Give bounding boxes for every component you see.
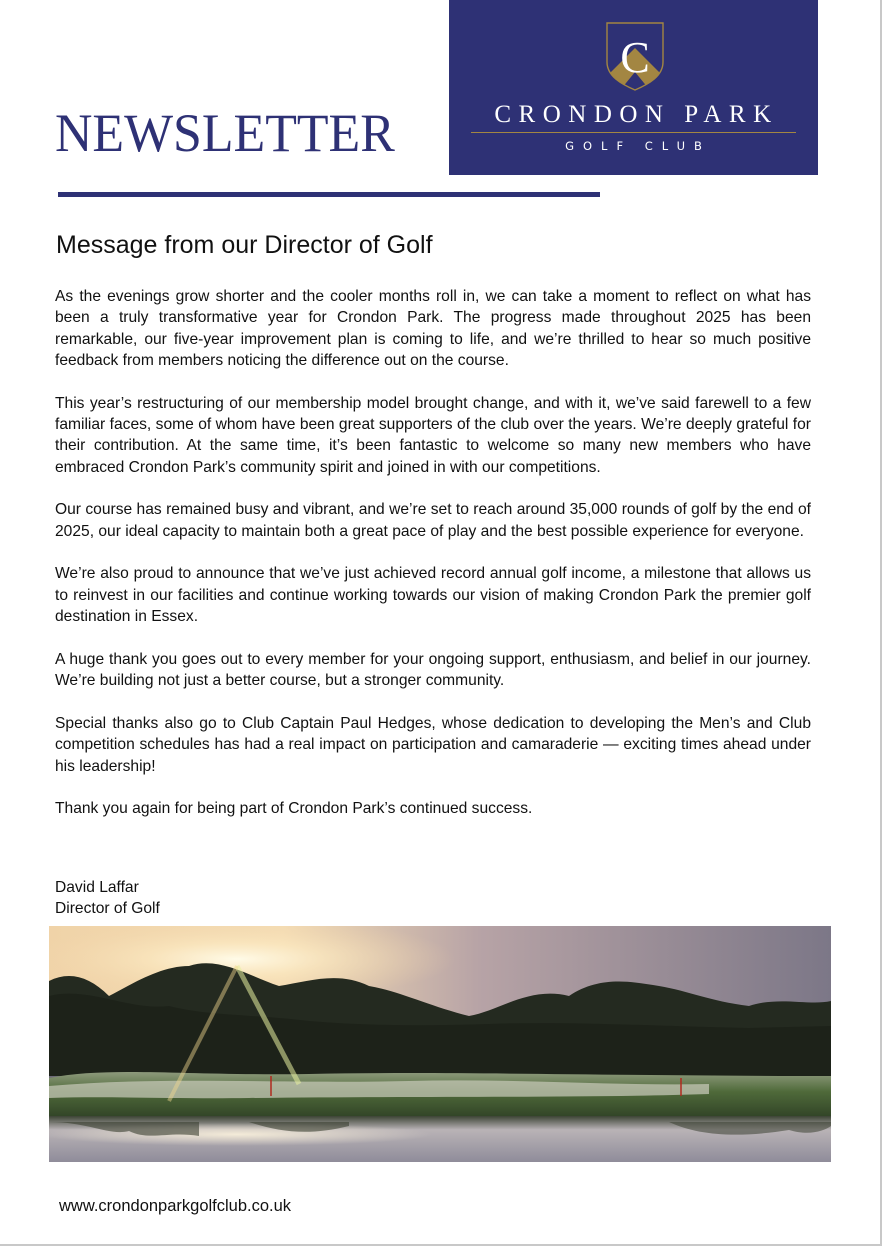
paragraph: This year’s restructuring of our membership model brought change, and with it, we’ve said farewell to a few familiar faces, some of whom have been great supporters of the club over the years. We’re deeply grateful for their contribution. At the same time, it’s been fantastic to welcome so many new members who have embraced Crondon Park’s community spirit and joined in with our competitions. — [55, 394, 811, 476]
paragraph: Special thanks also go to Club Captain Paul Hedges, whose dedication to developing the Men’s and Club competition schedules has had a real impact on participation and camaraderie — exciting times ahead under his leadership! — [55, 714, 811, 775]
emblem-letter: C — [620, 33, 650, 82]
article-body — [55, 286, 811, 841]
signature-role: Director of Golf — [55, 900, 160, 917]
golf-course-sunrise-icon — [49, 926, 831, 1162]
section-heading: Message from our Director of Golf — [56, 231, 433, 259]
website-link[interactable]: www.crondonparkgolfclub.co.uk — [59, 1197, 292, 1215]
paragraph: As the evenings grow shorter and the cooler months roll in, we can take a moment to reflect on what has been a truly transformative year for Crondon Park. The progress made throughout 2025 has been remarkable, our five-year improvement plan is coming to life, and we’re thrilled to hear so much positive feedback from members noticing the difference out on the course. — [55, 288, 811, 369]
paragraph: We’re also proud to announce that we’ve just achieved record annual golf income, a milestone that allows us to reinvest in our facilities and continue working towards our vision of making Crondon Park the premier golf destination in Essex. — [55, 565, 811, 626]
masthead-title: NEWSLETTER — [55, 103, 395, 163]
club-subtitle: GOLF CLUB — [565, 139, 711, 153]
header-divider — [58, 192, 600, 197]
signature — [55, 877, 160, 919]
paragraph: Our course has remained busy and vibrant, and we’re set to reach around 35,000 rounds of golf by the end of 2025, our ideal capacity to maintain both a great pace of play and the best possible experience for everyone. — [55, 501, 811, 540]
shield-crest-icon — [605, 22, 665, 92]
logo-divider — [471, 132, 796, 133]
club-name: CRONDON PARK — [494, 101, 779, 128]
club-logo-panel — [449, 0, 818, 175]
golf-course-photo — [49, 926, 831, 1162]
paragraph: A huge thank you goes out to every member for your ongoing support, enthusiasm, and belief in our journey. We’re building not just a better course, but a stronger community. — [55, 650, 811, 690]
signature-name: David Laffar — [55, 879, 139, 896]
paragraph: Thank you again for being part of Crondon Park’s continued success. — [55, 800, 533, 818]
